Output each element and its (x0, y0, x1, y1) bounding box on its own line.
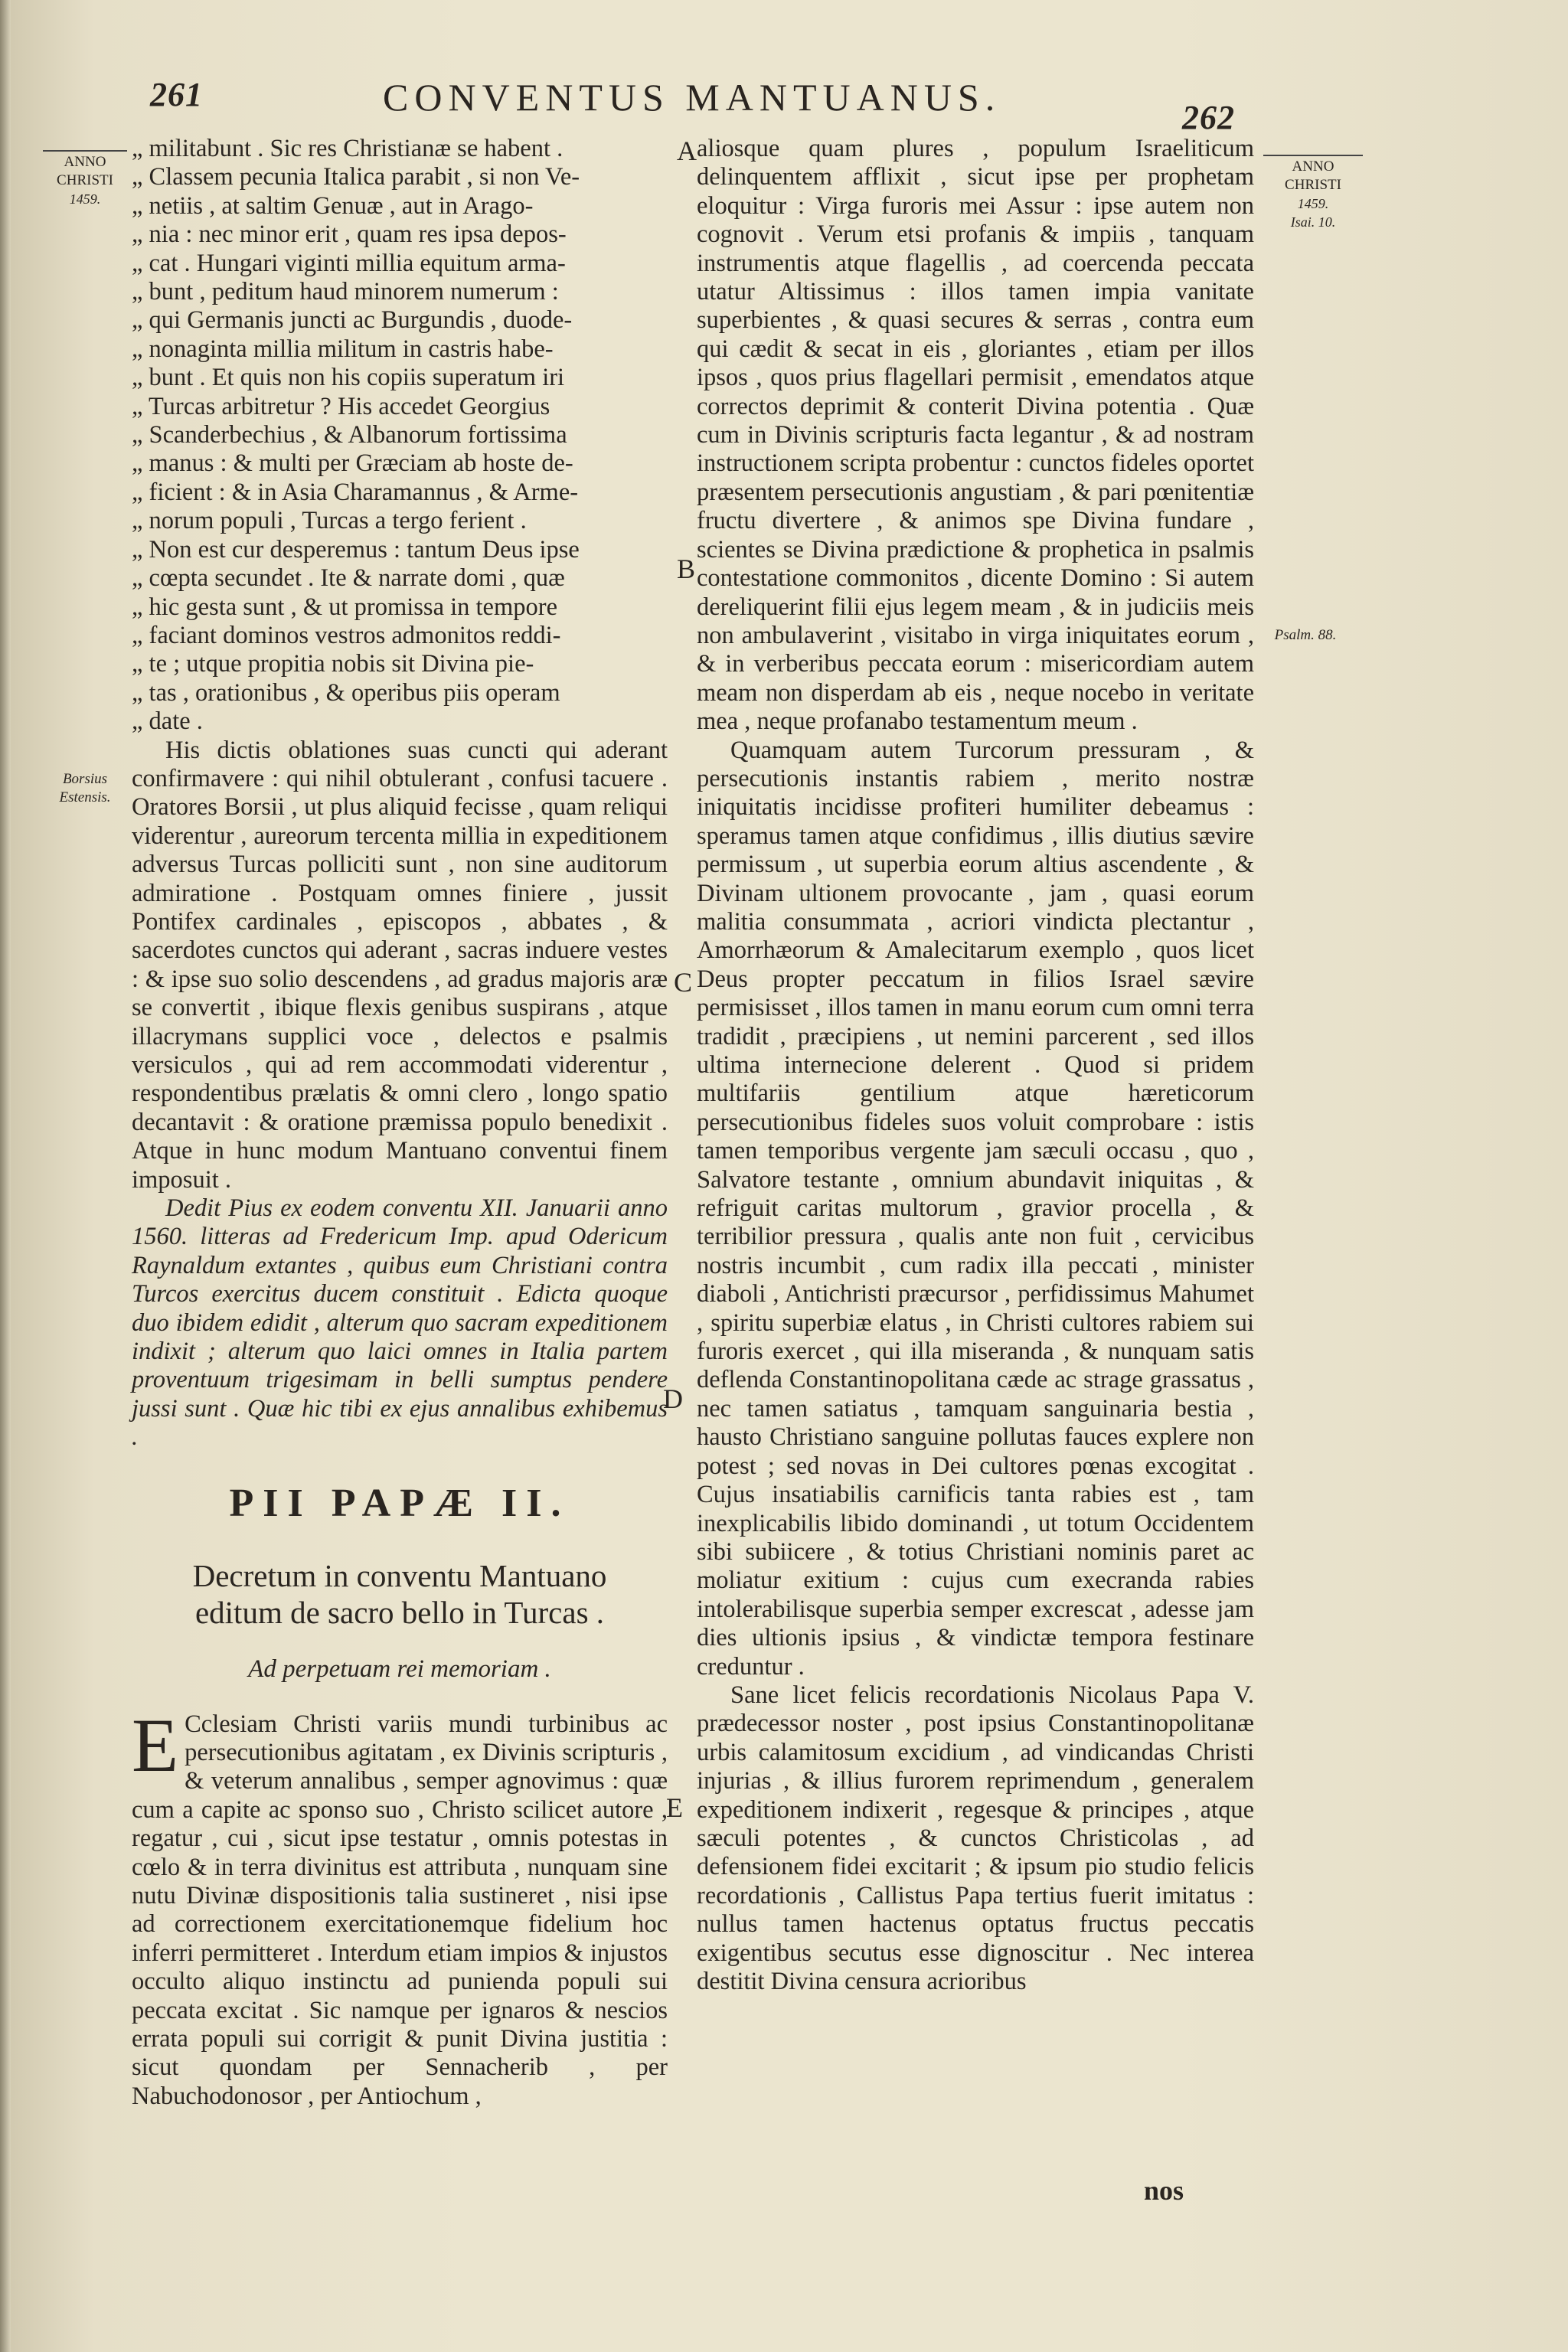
quote-line: „ manus : & multi per Græciam ab hoste de- (132, 449, 573, 478)
margin-anno-year-right: 1459. (1297, 196, 1329, 211)
quote-line: „ faciant dominos vestros admonitos reddi- (132, 621, 561, 649)
margin-anno-year-left: 1459. (69, 191, 101, 207)
quote-line: „ date . (132, 707, 203, 736)
quote-line: „ tas , orationibus , & operibus piis operam (132, 678, 560, 707)
paragraph-ecclesiam (132, 1702, 668, 2112)
quote-line: „ norum populi , Turcas a tergo ferient . (132, 507, 527, 535)
quote-line: „ netiis , at saltim Genuæ , aut in Arago- (132, 191, 534, 220)
margin-ref-isai: Isai. 10. (1290, 214, 1336, 230)
quote-line: „ cat . Hungari viginti millia equitum arma- (132, 249, 566, 277)
quote-line: „ militabunt . Sic res Christianæ se habent . (132, 135, 564, 162)
paragraph-oblationes: His dictis oblationes suas cuncti qui aderant confirmavere : qui nihil obtulerant , confusi tacuere . Oratores Borsii , ut plus aliquid fecisse , quam reliqui viderentur , aureorum tercenta millia in expeditionem adversus Turcas polliciti sunt , non sine auditorum admiratione . Postquam omnes finiere , jussit Pontifex cardinales , episcopos , abbates , & sacerdotes cunctos qui aderant , sacras induere vestes : & ipse suo solio descendens , ad gradus majoris aræ se convertit , ibique flexis genibus suspirans , atque illacrymans supplici voce , delectos e psalmis versiculos , qui ad rem accommodati viderentur , respondentibus prælatis & omni clero , longo spatio decantavit : & oratione præmissa populo benedixit . Atque in hunc modum Mantuano conventui finem imposuit . (132, 736, 668, 1194)
section-letter-d: D (663, 1383, 683, 1414)
drop-capital: E (132, 1702, 179, 1788)
paragraph-sane-licet: Sane licet felicis recordationis Nicolaus Papa V. prædecessor noster , post ipsius Constantinopolitanæ urbis calamitosum excidium , ad vindicandas Christi injurias , & illius furorem reprimendum , generalem expeditionem indixerit , regesque & principes , atque sæculi potentes , & cunctos Christicolas , ad defensionem fidei excitarit ; & ipsum pio studio felicis recordationis , Callistus Papa tertius fuerit imitatus : nullus tamen hactenus optatus fructus peccatis exigentibus secutus esse dignoscitur . Nec interea destitit Divina censura acrioribus (697, 1681, 1254, 1995)
quote-line: „ nonaginta millia militum in castris habe- (132, 335, 554, 363)
decree-subheading: Ad perpetuam rei memoriam . (248, 1655, 551, 1684)
section-letter-e: E (666, 1792, 683, 1823)
quote-line: „ hic gesta sunt , & ut promissa in tempore (132, 593, 558, 621)
margin-ref-psalm: Psalm. 88. (1274, 627, 1337, 643)
margin-anno-right (1263, 155, 1363, 231)
margin-anno-label-right: ANNO CHRISTI (1285, 158, 1341, 193)
paragraph-dedit-pius: Dedit Pius ex eodem conventu XII. Januarii anno 1560. litteras ad Fredericum Imp. apud Odericum Raynaldum extantes , quibus eum Christiani contra Turcos exercitus ducem constituit . Edicta quoque duo ibidem edidit , alterum quo sacram expeditionem indixit ; alterum quo laici omnes in Italia partem proventuum trigesimam in belli sumptus pendere jussi sunt . Quæ hic tibi ex ejus annalibus exhibemus . (132, 1194, 668, 1452)
quote-line: „ ficient : & in Asia Charamannus , & Arme- (132, 478, 579, 506)
quote-line: „ Turcas arbitretur ? His accedet Georgius (132, 392, 550, 420)
paragraph-aliosque: aliosque quam plures , populum Israeliticum delinquentem afflixit , sicut ipse per prophetam eloquitur : Virga furoris mei Assur : ipse autem non cognovit . Verum etsi profanis & impiis , tanquam instrumentis atque flagellis , ad coercenda peccata utatur Altissimus : illos tamen impia vanitate superbientes , & quasi secures & serras , contra eum qui cædit & secat in eis , gloriantes , etiam per illos ipsos , quos prius flagellari permisit , emendatos atque correctos deprimit & conterit Divina potentia . Quæ cum in Divinis scripturis facta legantur , & ad nostram instructionem scripta probentur : cunctos fideles oportet præsentem persecutionis angustiam , & pari pœnitentiæ fructu divertere , & animos spe Divina fundare , scientes se Divina prædictione & prophetica in psalmis contestatione commonitos , dicente Domino : Si autem dereliquerint filii ejus legem meam , & in judiciis meis non ambulaverint , visitabo in virga iniquitates eorum , & in verberibus peccata eorum : misericordiam autem meam non disperdam ab eis , neque nocebo in veritate mea , neque profanabo testamentum meum . (697, 135, 1254, 736)
left-column (132, 135, 668, 2111)
section-letter-b: B (677, 554, 696, 584)
page-number-right: 262 (1182, 99, 1235, 136)
paragraph-quamquam: Quamquam autem Turcorum pressuram , & persecutionis instantis rabiem , merito nostræ iniquitatis incidisse profiteri humiliter debeamus : speramus tamen atque confidimus , illis diutius sævire permissum , ut superbia eorum altius ascendente , & Divinam ultionem provocante , jam , quasi eorum malitia consummata , acriori vindicta plectantur , Amorrhæorum & Amalecitarum exemplo , quos licet Deus propter peccatum in filios Israel sævire permisisset , illos tamen in manu eorum cum omni terra tradidit , præcipiens , ut nemini parcerent , sed illos ultima internecione delerent . Quod si pridem multifariis gentilium atque hæreticorum persecutionibus fideles suos voluit comprobare : istis tamen temporibus vergente jam sæculi occasu , quo , Salvatore testante , omnium abundavit iniquitas , & refriguit caritas multorum , gravior procella , & terribilior pressura , qualis ante non fuit , cervicibus nostris incumbit , cum radix illa peccati , minister diaboli , Antichristi præcursor , perfidissimus Mahumet , spiritu superbiæ elatus , in Christi cultores rabiem sui furoris exercet , qui illa miseranda , & nunquam satis deflenda Constantinopolitana cæde ac strage grassatus , nec tamen satiatus , tamquam sanguinaria bestia , hausto Christiano sanguine pollutas fauces explere non potest ; sed novas in Dei cultores pœnas excogitat . Cujus insatiabilis carnificis tanta rabies est , tam inexplicabilis libido dominandi , ut totum Occidentem sibi subiicere , & totius Christiani nominis paret ac moliatur exitium : cujus cum execranda rabies intolerabilisque superbia semper excrescat , adesse jam dies ultionis ipsius , & vindictæ tempora festinare creduntur . (697, 736, 1254, 1681)
page-header (0, 75, 1568, 136)
quote-line: „ bunt , peditum haud minorem numerum : (132, 278, 559, 306)
catchword: nos (1144, 2175, 1184, 2206)
section-letter-c: C (674, 967, 693, 998)
quote-line: „ te ; utque propitia nobis sit Divina pie- (132, 650, 534, 678)
page-number-left: 261 (150, 76, 203, 113)
quote-line: „ qui Germanis juncti ac Burgundis , duode- (132, 306, 573, 335)
margin-note-borsius: Borsius Estensis. (59, 771, 111, 805)
quote-line: „ Non est cur desperemus : tantum Deus ipse (132, 535, 580, 564)
quote-line: „ bunt . Et quis non his copiis superatum iri (132, 364, 565, 392)
quote-line: „ cœpta secundet . Ite & narrate domi , quæ (132, 564, 565, 593)
running-title: CONVENTUS MANTUANUS. (383, 76, 1001, 119)
paragraph-ecclesiam-text: Cclesiam Christi variis mundi turbinibus ac persecutionibus agitatam , ex Divinis scripturis , & veterum annalibus , semper agnovimus : quæ cum a capite ac sponso suo , Christo scilicet autore , regatur , cui , sicut ipse testatur , omnis potestas in cœlo & in terra divinitus est attributa , nunquam sine nutu Divinæ dispositionis talia sustineret , nisi ipse ad correctionem exercitationemque fidelium hoc inferri permitteret . Interdum etiam impios & injustos occulto aliquo instinctu ad punienda populi sui peccata excitat . Sic namque per ignaros & nescios errata populi sui corrigit & punit Divina justitia : sicut quondam per Sennacherib , per Nabuchodonosor , per Antiochum , (132, 1710, 668, 2110)
quote-line: „ Scanderbechius , & Albanorum fortissima (132, 421, 567, 449)
margin-anno-left (43, 150, 127, 208)
quote-line: „ Classem pecunia Italica parabit , si non Ve- (132, 163, 580, 191)
margin-anno-label-left: ANNO CHRISTI (57, 154, 113, 188)
decree-heading: Decretum in conventu Mantuano editum de sacro bello in Turcas . (192, 1558, 607, 1631)
quote-line: „ nia : nec minor erit , quam res ipsa depos- (132, 220, 567, 249)
binding-shadow (0, 0, 11, 2352)
section-letter-a: A (677, 136, 697, 166)
right-column (697, 135, 1254, 1996)
section-title-pii-papae: PII PAPÆ II. (229, 1481, 570, 1525)
quote-block (132, 135, 668, 737)
